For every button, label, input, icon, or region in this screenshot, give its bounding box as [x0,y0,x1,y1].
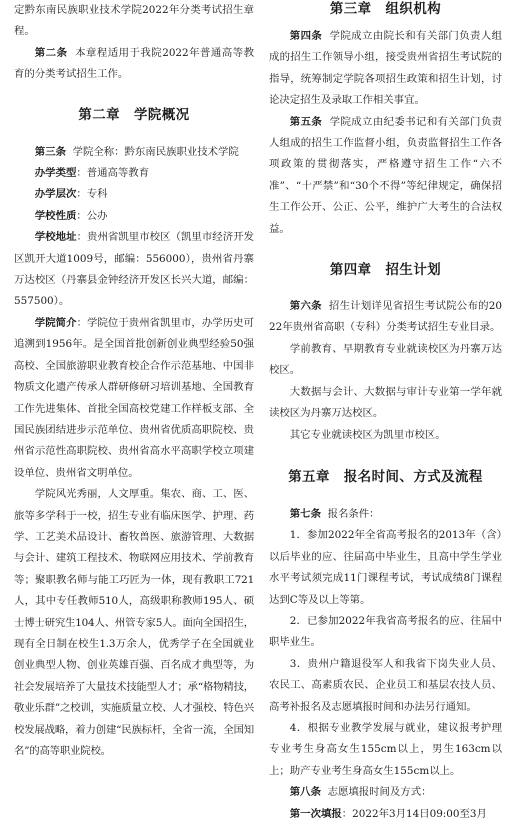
intro-tail: 定黔东南民族职业技术学院2022年分类考试招生章程。 [14,4,254,38]
field-school-nature-label: 学校性质 [34,209,77,222]
chapter-4-heading [269,246,502,296]
article-3-text: 学院全称：黔东南民族职业技术学院 [72,145,239,158]
article-5 [269,112,502,240]
first-fill-label: 第一次填报 [289,807,342,820]
article-5-label: 第五条 [289,115,323,128]
article-8 [269,782,502,803]
chapter-2-heading [14,90,254,142]
first-fill [269,804,502,825]
article-4-text: 学院成立由院长和有关部门负责人组成的招生工作领导小组，接受贵州省招生考试院的指导，统筹制定学院各项招生政策和招生计划，讨论决定招生及录取工作相关事宜。 [269,30,503,107]
school-profile-text: ：学院位于贵州省凯里市，办学历史可追溯到1956年。是全国首批创新创业典型经验50强高校、全国旅游职业教育校企合作示范基地、中国非物质文化遗产传承人群研修研习培训基地、全国教育工作先进集体、首批全国高校党建工作样板支部、全国民族团结进步示范单位、贵州省优质高职院校、贵州省示范性高职院校、贵州省高水平高职学校立项建设单位、贵州省文明单位。 [14,316,255,479]
article-8-text: 志愿填报时间及方式： [327,786,432,799]
field-school-level-label: 办学层次 [34,188,77,201]
article-6 [269,296,502,339]
article-2 [14,43,254,86]
condition-3: 3．贵州户籍退役军人和我省下岗失业人员、农民工、高素质农民、企业员工和基层农技人员、高考补报名及志愿填报时间和办法另行通知。 [269,657,502,713]
chapter-3-title: 组织机构 [385,2,442,17]
article-3 [14,142,254,163]
plan-campus-danzhai: 学前教育、早期教育专业就读校区为丹寨万达校区。 [269,342,502,377]
article-7-label: 第七条 [289,507,321,520]
article-5-text: 学院成立由纪委书记和有关部门负责人组成的招生工作监督小组，负责监督招生工作各项政策的贯彻落实，严格遵守招生工作“六不准”、“十严禁”和“30个不得”等纪律规定，确保招生工作公开、公正、公平，维护广大考生的合法权益。 [269,115,503,235]
field-school-type [14,163,254,184]
field-school-level [14,184,254,205]
field-school-level-value: ：专科 [76,188,108,201]
field-school-nature [14,206,254,227]
chapter-2-title: 学院概况 [134,107,190,123]
article-4-label: 第四条 [289,30,323,42]
field-school-type-label: 办学类型 [34,167,77,180]
first-fill-text: ：2022年3月14日09:00至3月 [341,807,487,820]
school-profile-label: 学院简介 [34,316,77,329]
chapter-3-heading [269,0,502,26]
school-address-text: ：贵州省凯里市校区（凯里市经济开发区凯开大道1009号，邮编：556000），贵州省丹寨万达校区（丹寨县金钟经济开发区长兴大道，邮编：557500）。 [14,231,255,308]
chapter-5-heading [269,452,502,504]
chapter-2-number: 第二章 [78,107,121,123]
article-8-label: 第八条 [289,786,321,799]
plan-campus-kaili: 其它专业就读校区为凯里市校区。 [289,428,446,441]
article-3-label: 第三条 [34,145,66,158]
article-2-text: 本章程适用于我院2022年普通高等教育的分类考试招生工作。 [14,46,254,81]
chapter-3-number: 第三章 [329,2,372,17]
article-6-text: 招生计划详见省招生考试院公布的2022年贵州省高职（专科）分类考试招生专业目录。 [269,300,502,334]
school-culture: 学院风光秀丽，人文厚重。集农、商、工、医、旅等多学科于一校，招生专业有临床医学、护理、药学、工艺美术品设计、畜牧兽医、旅游管理、大数据与会计、建筑工程技术、物联网应用技术、学前教育等；聚职教名师与能工巧匠为一体，现有教职工721人，其中专任教师510人，高级职称教师195人、硕士博士研究生104人、州管专家5人。面向全国招生，现有全日制在校生1.3万余人，优秀学子在全国就业创业典型人物、创业英雄百强、百名成才典型等，为社会发展培养了大量技术技能型人才；承“格物精技，敬业乐群”之校训，实施质量立校、人才强校、特色兴校发展战略，着力创建“民族标杆，全省一流，全国知名”的高等职业院校。 [14,488,254,757]
chapter-5-number: 第五章 [288,469,330,485]
field-school-type-value: ：普通高等教育 [76,167,150,180]
right-column [269,0,502,825]
chapter-5-title: 报名时间、方式及流程 [343,469,483,485]
condition-2: 2．已参加2022年我省高考报名的应、往届中职毕业生。 [269,614,502,649]
article-7 [269,504,502,525]
condition-1: 1．参加2022年全省高考报名的2013年（含）以后毕业的应、往届高中毕业生，且高中学生学业水平考试须完成11门课程考试，考试成绩8门课程达到C等及以上等第。 [269,529,502,606]
condition-4: 4．根据专业教学发展与就业，建议报考护理专业考生身高女生155cm以上，男生163cm以上；助产专业考生身高女生155cm以上。 [269,721,502,777]
chapter-4-number: 第四章 [329,263,372,279]
field-school-nature-value: ：公办 [76,209,108,222]
chapter-4-title: 招生计划 [385,263,442,279]
article-4 [269,26,502,112]
left-column [14,0,254,762]
school-address-label: 学校地址 [34,231,77,244]
article-7-text: 报名条件： [327,507,380,520]
article-6-label: 第六条 [289,300,322,313]
article-2-label: 第二条 [34,46,68,59]
school-profile [14,313,254,484]
plan-campus-accounting: 大数据与会计、大数据与审计专业第一学年就读校区为丹寨万达校区。 [269,385,502,420]
school-address [14,227,254,313]
